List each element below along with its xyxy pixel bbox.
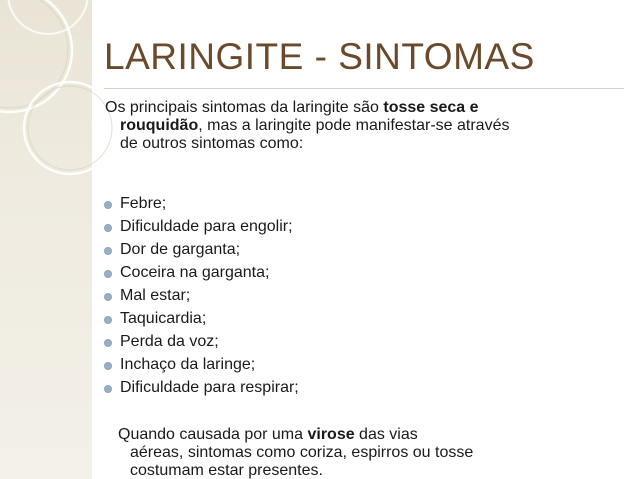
list-item-label: Dor de garganta; bbox=[120, 241, 241, 258]
bullet-icon bbox=[104, 293, 112, 301]
list-item bbox=[103, 307, 299, 330]
bullet-icon bbox=[104, 201, 112, 209]
intro-text-2: , mas a laringite pode manifestar-se através bbox=[198, 117, 510, 134]
outro-text-2: das vias bbox=[354, 426, 418, 443]
bullet-icon bbox=[104, 339, 112, 347]
title-divider bbox=[104, 88, 624, 89]
list-item-label: Febre; bbox=[120, 195, 167, 212]
list-item bbox=[103, 330, 299, 353]
intro-paragraph bbox=[105, 99, 620, 153]
list-item bbox=[103, 284, 299, 307]
outro-paragraph bbox=[118, 426, 628, 479]
list-item-label: Coceira na garganta; bbox=[120, 264, 270, 281]
symptom-list bbox=[103, 192, 299, 399]
intro-bold-2: rouquidão bbox=[120, 117, 199, 134]
list-item-label: Inchaço da laringe; bbox=[120, 356, 256, 373]
list-item bbox=[103, 261, 299, 284]
outro-line-3: costumam estar presentes. bbox=[130, 462, 323, 479]
list-item-label: Mal estar; bbox=[120, 287, 191, 304]
list-item bbox=[103, 353, 299, 376]
outro-line-1 bbox=[118, 426, 628, 444]
list-item-label: Dificuldade para engolir; bbox=[120, 218, 293, 235]
slide-title: LARINGITE - SINTOMAS bbox=[104, 36, 535, 77]
bullet-icon bbox=[104, 247, 112, 255]
list-item bbox=[103, 215, 299, 238]
bullet-icon bbox=[104, 316, 112, 324]
bullet-icon bbox=[104, 362, 112, 370]
intro-line-2 bbox=[105, 117, 620, 135]
bullet-icon bbox=[104, 270, 112, 278]
list-item-label: Perda da voz; bbox=[120, 333, 219, 350]
list-item-label: Dificuldade para respirar; bbox=[120, 379, 299, 396]
outro-text-1: Quando causada por uma bbox=[118, 426, 308, 443]
list-item bbox=[103, 192, 299, 215]
outro-bold: virose bbox=[307, 426, 355, 443]
outro-line-2: aéreas, sintomas como coriza, espirros ou tosse bbox=[130, 444, 474, 461]
bullet-icon bbox=[104, 224, 112, 232]
intro-line-3: de outros sintomas como: bbox=[120, 135, 304, 152]
intro-bold-1: tosse seca e bbox=[383, 99, 479, 116]
bullet-icon bbox=[104, 385, 112, 393]
intro-line-1 bbox=[105, 99, 620, 117]
list-item bbox=[103, 376, 299, 399]
list-item bbox=[103, 238, 299, 261]
intro-text-1: Os principais sintomas da laringite são bbox=[105, 99, 384, 116]
list-item-label: Taquicardia; bbox=[120, 310, 207, 327]
